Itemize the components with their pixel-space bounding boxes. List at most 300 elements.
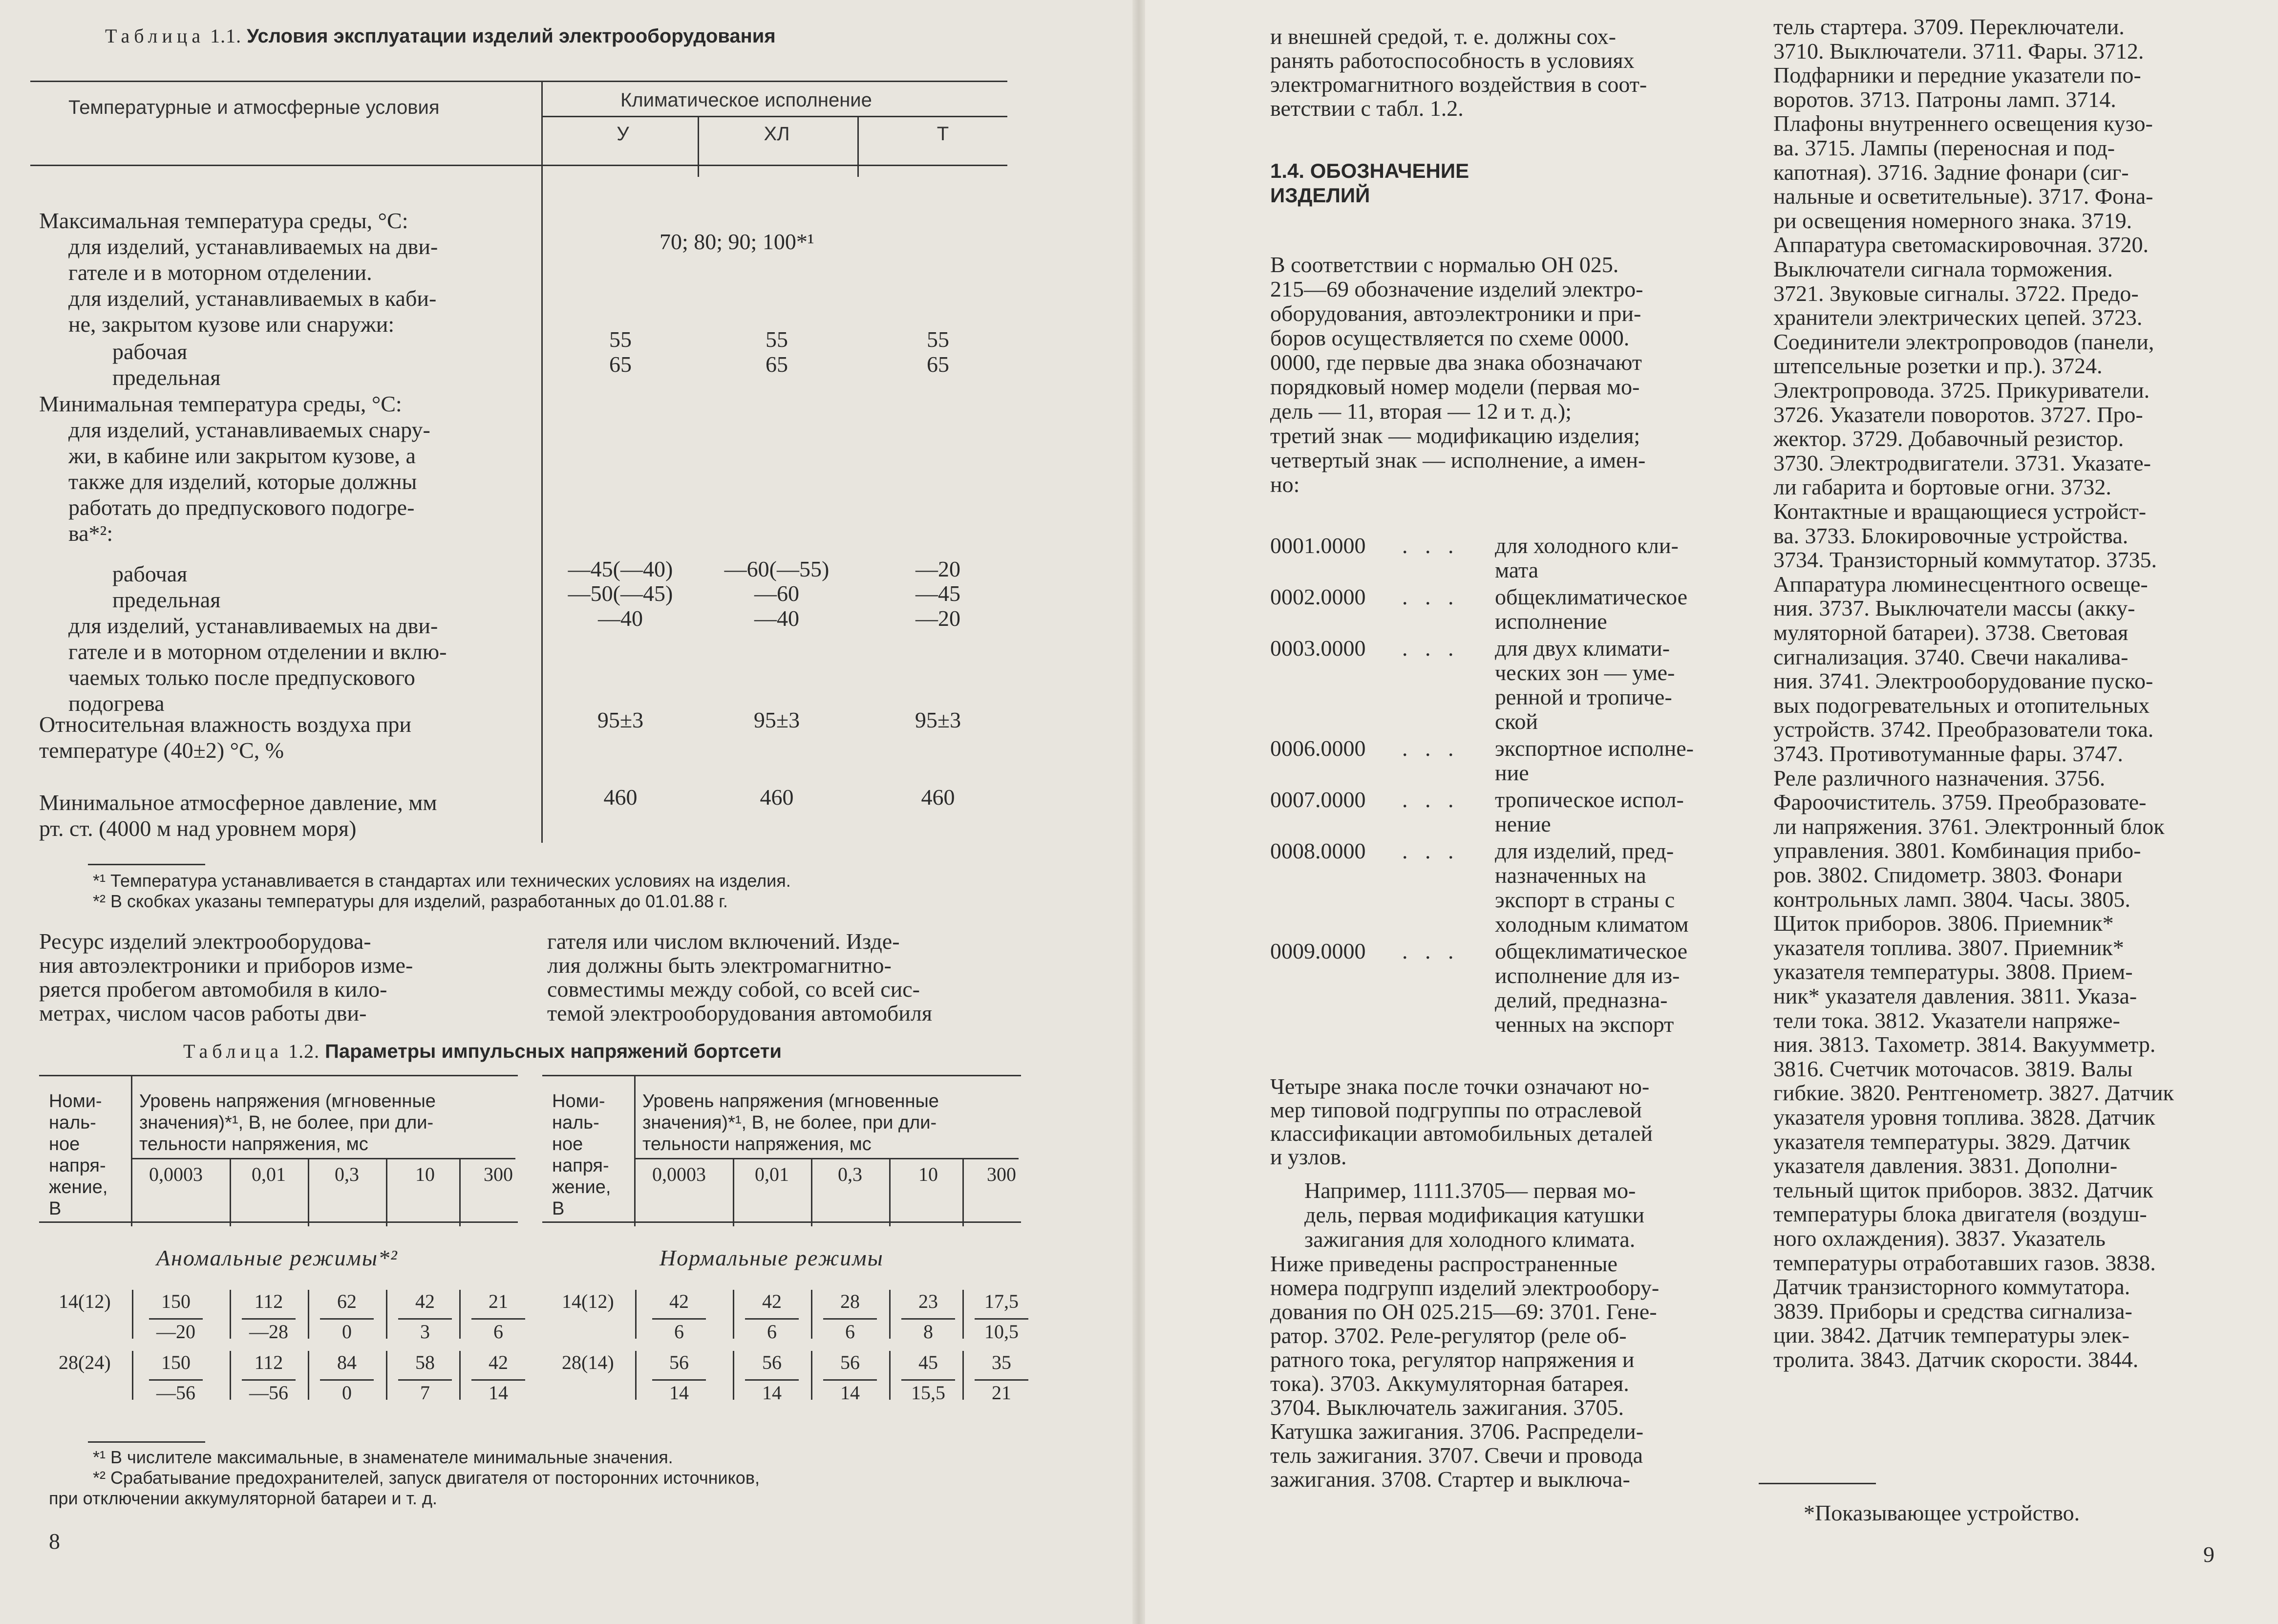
table-divider-xl-t [857, 116, 859, 167]
col1-top-text: ветствии с табл. 1.2. [1270, 96, 1464, 121]
table2-left-row-divider [230, 1290, 231, 1339]
row3-value-1: 95±3 [597, 707, 644, 732]
section-paragraph: четвертый знак — исполнение, а имен- [1270, 448, 1646, 472]
table2-left-duration-4: 10 [415, 1163, 435, 1185]
code-description: исполнение [1495, 609, 1607, 634]
table2-right-duration-5: 300 [987, 1163, 1016, 1185]
row2-text: чаемых только после предпускового [68, 665, 415, 690]
table2-left-top [39, 1075, 518, 1076]
table2-right-duration-3: 0,3 [838, 1163, 862, 1185]
subgroups-intro-text: ратор. 3702. Реле-регулятор (реле об- [1270, 1323, 1627, 1348]
table2-left-row-divider [459, 1351, 461, 1400]
row2-work-2: —60(—55) [724, 556, 830, 581]
code-1: 0001.0000 [1270, 533, 1366, 558]
table2-right-fraction-bar [745, 1318, 799, 1320]
section-paragraph: 0000, где первые два знака обозначают [1270, 350, 1642, 375]
row1-text: Максимальная температура среды, °С: [39, 208, 408, 233]
table2-left-col-divider-4 [459, 1158, 461, 1226]
table2-right-num: 28 [840, 1290, 860, 1312]
table2-right-fraction-bar [652, 1379, 706, 1381]
row2-text: для изделий, устанавливаемых снару- [68, 417, 430, 442]
table2-left-fraction-bar [471, 1379, 525, 1381]
table2-left-fraction-bar [398, 1318, 452, 1320]
table2-right-num: 56 [762, 1351, 782, 1373]
row3-value-3: 95±3 [915, 707, 961, 732]
row4-value-3: 460 [921, 785, 955, 810]
table2-left-mode: Аномальные режимы*² [156, 1245, 398, 1270]
table2-right-nominal-header: В [552, 1198, 565, 1219]
table2-left-level-header: Уровень напряжения (мгновенные [139, 1091, 436, 1111]
table-1-caption [105, 24, 776, 47]
table2-left-row-divider [230, 1351, 231, 1400]
row1-text: для изделий, устанавливаемых на дви- [68, 234, 438, 259]
table2-right-level-header: тельности напряжения, мс [642, 1134, 872, 1154]
subgroups-column-2: ции. 3842. Датчик температуры элек- [1773, 1323, 2129, 1348]
footnote-rule-1 [88, 864, 205, 865]
subgroups-column-2: хранители электрических цепей. 3723. [1773, 305, 2143, 330]
code-dots: . . . [1402, 533, 1460, 558]
section-paragraph: но: [1270, 472, 1300, 497]
table2-right-den: 21 [992, 1382, 1011, 1404]
subgroups-column-2: штепсельные розетки и пр.). 3724. [1773, 353, 2103, 379]
subgroups-column-2: Соединители электропроводов (панели, [1773, 329, 2154, 354]
row4-value-2: 460 [760, 785, 794, 810]
row1-work-3: 55 [927, 327, 949, 352]
subgroups-intro-text: Катушка зажигания. 3706. Распредели- [1270, 1419, 1644, 1444]
subgroups-column-2: ния. 3741. Электрооборудование пуско- [1773, 668, 2153, 694]
code-7: 0009.0000 [1270, 939, 1366, 963]
row2-limit-2: —60 [754, 581, 799, 606]
subgroups-column-2: управления. 3801. Комбинация прибо- [1773, 838, 2141, 863]
section-paragraph: третий знак — модификацию изделия; [1270, 423, 1640, 448]
subgroups-column-2: муляторной батареи). 3738. Световая [1773, 620, 2129, 645]
table2-right-num: 23 [918, 1290, 938, 1312]
subgroups-column-2: тель стартера. 3709. Переключатели. [1773, 14, 2125, 39]
table2-left-header-bottom [39, 1221, 518, 1223]
table-tick-1 [698, 166, 699, 177]
subgroups-intro-text: тока). 3703. Аккумуляторная батарея. [1270, 1371, 1629, 1396]
table2-right-num: 17,5 [984, 1290, 1019, 1312]
row1-text: гателе и в моторном отделении. [68, 260, 372, 285]
caption-title: Условия эксплуатации изделий электрооборудования [247, 25, 776, 47]
code-description: холодным климатом [1495, 912, 1689, 937]
code-4: 0006.0000 [1270, 736, 1366, 761]
subgroups-column-2: сигнализация. 3740. Свечи накалива- [1773, 644, 2129, 669]
table2-right-fraction-bar [901, 1318, 955, 1320]
table2-left-num: 112 [254, 1351, 283, 1373]
table2-left-den: 6 [493, 1321, 503, 1343]
table2-left-num: 112 [254, 1290, 283, 1312]
section-paragraph: порядковый номер модели (первая мо- [1270, 374, 1640, 399]
table2-right-row-divider [811, 1290, 812, 1339]
header-sub-3: Т [937, 123, 949, 145]
table2-left-num: 21 [489, 1290, 508, 1312]
table2-left-num: 58 [415, 1351, 435, 1373]
code-dots: . . . [1402, 736, 1460, 761]
table2-right-nominal-header: жение, [552, 1177, 611, 1197]
footnote-rule-2 [88, 1441, 205, 1443]
subgroups-intro-text: дования по ОН 025.215—69: 3701. Гене- [1270, 1299, 1657, 1324]
table2-left-fraction-bar [149, 1379, 203, 1381]
col1-top-text: ранять работоспособность в условиях [1270, 48, 1635, 73]
table2-left-num: 150 [161, 1290, 191, 1312]
section-paragraph: оборудования, автоэлектроники и при- [1270, 301, 1641, 326]
table2-right-den: 6 [767, 1321, 777, 1343]
table2-right-duration-4: 10 [918, 1163, 938, 1185]
table2-right-fraction-bar [745, 1379, 799, 1381]
subgroups-column-2: 3734. Транзисторный коммутатор. 3735. [1773, 547, 2157, 573]
subgroups-column-2: 3743. Противотуманные фары. 3747. [1773, 741, 2123, 766]
row2-work-1: —45(—40) [568, 556, 673, 581]
code-5: 0007.0000 [1270, 787, 1366, 812]
code-description: мата [1495, 557, 1539, 582]
subgroups-column-2: тролита. 3843. Датчик скорости. 3844. [1773, 1347, 2139, 1372]
table2-left-level-header: значения)*¹, В, не более, при дли- [139, 1112, 434, 1133]
table2-left-fraction-bar [320, 1318, 374, 1320]
row3-text: Относительная влажность воздуха при [39, 712, 411, 737]
row1-limit-2: 65 [766, 352, 788, 377]
subgroups-column-2: ния. 3737. Выключатели массы (акку- [1773, 596, 2135, 621]
after-codes-text: мер типовой подгруппы по отраслевой [1270, 1097, 1642, 1122]
after-codes-text: Четыре знака после точки означают но- [1270, 1074, 1650, 1099]
table2-left-col-divider-2 [308, 1158, 309, 1226]
subgroups-column-2: 3726. Указатели поворотов. 3727. Про- [1773, 402, 2143, 427]
table2-right-num: 56 [840, 1351, 860, 1373]
section-paragraph: 215—69 обозначение изделий электро- [1270, 277, 1643, 301]
row2-engine-2: —40 [754, 606, 799, 631]
table2-right-fraction-bar [652, 1318, 706, 1320]
table2-left-row-divider [132, 1351, 133, 1400]
code-description: экспорт в страны с [1495, 887, 1675, 912]
table2-right-fraction-bar [975, 1379, 1028, 1381]
table2-right-header-bottom [542, 1221, 1021, 1223]
table2-left-fraction-bar [242, 1379, 296, 1381]
subgroups-column-2: температуры отработавших газов. 3838. [1773, 1250, 2156, 1275]
table2-right-den: 14 [840, 1382, 860, 1404]
table2-right-num: 42 [762, 1290, 782, 1312]
table2-left-nominal-header: жение, [49, 1177, 108, 1197]
table2-right-den: 6 [674, 1321, 684, 1343]
table2-right-nominal-header: Номи- [552, 1091, 605, 1111]
subgroups-column-2: Аппаратура светомаскировочная. 3720. [1773, 232, 2149, 257]
row2-text: рабочая [112, 561, 188, 586]
table2-right-num: 45 [918, 1351, 938, 1373]
body-right-col: совместимы между собой, со всей сис- [547, 977, 920, 1002]
row4-value-1: 460 [603, 785, 638, 810]
subgroups-column-2: гибкие. 3820. Рентгенометр. 3827. Датчик [1773, 1080, 2174, 1106]
subgroups-column-2: 3839. Приборы и средства сигнализа- [1773, 1298, 2132, 1324]
table2-left-row-divider [386, 1290, 387, 1339]
code-description: тропическое испол- [1495, 787, 1684, 812]
table2-right-row-divider [733, 1351, 734, 1400]
body-right-col: гателя или числом включений. Изде- [547, 929, 900, 954]
table2-right-row-divider [889, 1290, 891, 1339]
subgroups-column-2: Выключатели сигнала торможения. [1773, 256, 2113, 281]
subgroups-column-2: тельный щиток приборов. 3832. Датчик [1773, 1177, 2153, 1202]
table2-left-den: —28 [249, 1321, 288, 1343]
body-left-col: ряется пробегом автомобиля в кило- [39, 977, 387, 1002]
table2-left-row-divider [308, 1290, 309, 1339]
row1-text: рабочая [112, 339, 188, 364]
subgroups-column-2: тели тока. 3812. Указатели напряже- [1773, 1007, 2120, 1033]
code-description: нение [1495, 812, 1551, 836]
table2-right-den: 14 [762, 1382, 782, 1404]
row2-text: предельная [112, 587, 221, 612]
table2-left-fraction-bar [398, 1379, 452, 1381]
row1-work-1: 55 [609, 327, 632, 352]
right-footnote-rule [1759, 1483, 1876, 1484]
subgroups-column-2: ров. 3802. Спидометр. 3803. Фонари [1773, 862, 2123, 887]
caption-prefix: Таблица [183, 1040, 283, 1062]
table2-left-fraction-bar [149, 1318, 203, 1320]
code-description: делий, предназна- [1495, 987, 1668, 1012]
code-dots: . . . [1402, 939, 1460, 963]
row2-text: для изделий, устанавливаемых на дви- [68, 613, 438, 638]
row2-text: работать до предпускового подогре- [68, 495, 415, 520]
table2-left-header-mid [132, 1158, 515, 1159]
col1-top-text: электромагнитного воздействия в соот- [1270, 72, 1647, 97]
subgroups-intro-text: Ниже приведены распространенные [1270, 1251, 1618, 1276]
table-rule-header-sub [30, 165, 1007, 166]
table2-right-num: 35 [992, 1351, 1011, 1373]
code-dots: . . . [1402, 838, 1460, 863]
code-3: 0003.0000 [1270, 636, 1366, 661]
table2-left-row-divider [459, 1290, 461, 1339]
code-description: для двух климати- [1495, 636, 1670, 661]
subgroups-column-2: 3710. Выключатели. 3711. Фары. 3712. [1773, 38, 2144, 64]
subgroups-column-2: жектор. 3729. Добавочный резистор. [1773, 426, 2124, 451]
table2-right-level-header: значения)*¹, В, не более, при дли- [642, 1112, 937, 1133]
row4-text: рт. ст. (4000 м над уровнем моря) [39, 816, 357, 841]
code-description: исполнение для из- [1495, 963, 1680, 988]
table2-left-duration-1: 0,0003 [149, 1163, 203, 1185]
table2-left-fraction-bar [242, 1318, 296, 1320]
code-description: экспортное исполне- [1495, 736, 1694, 761]
table2-left-nominal-header: В [49, 1198, 62, 1219]
example-text: дель, первая модификация катушки [1304, 1202, 1644, 1227]
table2-left-num: 42 [415, 1290, 435, 1312]
subgroups-column-2: ри освещения номерного знака. 3719. [1773, 208, 2132, 233]
table2-right-mode: Нормальные режимы [660, 1245, 884, 1270]
table2-right-num: 56 [669, 1351, 689, 1373]
subgroups-column-2: контрольных ламп. 3804. Часы. 3805. [1773, 886, 2130, 912]
body-right-col: темой электрооборудования автомобиля [547, 1001, 933, 1026]
row1-limit-1: 65 [609, 352, 632, 377]
row1-work-2: 55 [766, 327, 788, 352]
subgroups-column-2: температуры блока двигателя (воздуш- [1773, 1201, 2147, 1227]
subgroups-column-2: 3816. Счетчик моточасов. 3819. Валы [1773, 1056, 2133, 1081]
subgroups-column-2: 3730. Электродвигатели. 3731. Указате- [1773, 450, 2151, 475]
table2-right-col-divider-4 [962, 1158, 964, 1226]
table1-footnote-2: *² В скобках указаны температуры для изделий, разработанных до 01.01.88 г. [93, 891, 728, 911]
table2-right-row-divider [962, 1290, 964, 1339]
subgroups-column-2: указателя температуры. 3829. Датчик [1773, 1129, 2130, 1154]
row2-limit-3: —45 [915, 581, 960, 606]
subgroups-column-2: ли напряжения. 3761. Электронный блок [1773, 813, 2165, 839]
right-footnote: *Показывающее устройство. [1804, 1500, 2080, 1525]
header-climate: Климатическое исполнение [620, 89, 872, 111]
table2-left-row-divider [386, 1351, 387, 1400]
table2-right-row-divider [635, 1351, 637, 1400]
section-heading: ИЗДЕЛИЙ [1270, 184, 1370, 207]
code-description: ние [1495, 760, 1529, 785]
table2-left-duration-2: 0,01 [252, 1163, 286, 1185]
subgroups-column-2: Щиток приборов. 3806. Приемник* [1773, 911, 2114, 936]
body-left-col: Ресурс изделий электрооборудова- [39, 929, 371, 954]
section-paragraph: дель — 11, вторая — 12 и т. д.); [1270, 399, 1572, 424]
subgroups-column-2: ли габарита и бортовые огни. 3732. [1773, 474, 2111, 500]
table2-right-duration-2: 0,01 [755, 1163, 789, 1185]
table2-right-fraction-bar [823, 1318, 877, 1320]
col1-top-text: и внешней средой, т. е. должны сох- [1270, 24, 1616, 49]
table2-right-den: 15,5 [911, 1382, 945, 1404]
table2-right-den: 10,5 [984, 1321, 1019, 1343]
example-text: Например, 1111.3705— первая мо- [1304, 1178, 1636, 1203]
table2-left-nominal-divider [131, 1075, 132, 1226]
table2-right-nominal-header: напря- [552, 1155, 609, 1176]
subgroups-column-2: Подфарники и передние указатели по- [1773, 63, 2141, 88]
row1-text: предельная [112, 365, 221, 390]
caption-number: 1.1. [210, 25, 242, 47]
code-dots: . . . [1402, 787, 1460, 812]
right-page [1138, 0, 2278, 1624]
code-dots: . . . [1402, 584, 1460, 609]
table2-left-den: —56 [156, 1382, 195, 1404]
code-2: 0002.0000 [1270, 584, 1366, 609]
code-description: назначенных на [1495, 863, 1646, 888]
table2-footnote-3: при отключении аккумуляторной батареи и т. д. [49, 1488, 438, 1508]
table2-left-level-header: тельности напряжения, мс [139, 1134, 368, 1154]
table2-left-col-divider-1 [230, 1158, 231, 1226]
table2-left-den: 14 [489, 1382, 508, 1404]
table2-right-nominal-2: 28(14) [562, 1351, 614, 1373]
table2-right-fraction-bar [901, 1379, 955, 1381]
table2-left-nominal-1: 14(12) [59, 1290, 111, 1312]
subgroups-column-2: указателя температуры. 3808. Прием- [1773, 959, 2133, 984]
row2-text: жи, в кабине или закрытом кузове, а [68, 443, 416, 468]
subgroups-column-2: воротов. 3713. Патроны ламп. 3714. [1773, 86, 2116, 112]
row2-text: Минимальная температура среды, °С: [39, 391, 402, 416]
example-text: зажигания для холодного климата. [1304, 1227, 1636, 1252]
table2-left-num: 84 [337, 1351, 357, 1373]
subgroups-column-2: Реле различного назначения. 3756. [1773, 765, 2106, 791]
table2-left-nominal-header: ное [49, 1134, 80, 1154]
table2-left-den: —20 [156, 1321, 195, 1343]
table2-right-col-divider-1 [733, 1158, 734, 1226]
after-codes-text: и узлов. [1270, 1144, 1347, 1169]
table2-left-row-divider [308, 1351, 309, 1400]
left-page [0, 0, 1138, 1624]
table-divider-u-xl [698, 116, 699, 167]
header-sub-1: У [617, 123, 629, 145]
row2-text: ва*²: [68, 521, 113, 546]
table-rule-top [30, 81, 1007, 82]
table2-left-num: 42 [489, 1351, 508, 1373]
code-description: ческих зон — уме- [1495, 660, 1675, 685]
table2-right-nominal-header: наль- [552, 1112, 599, 1133]
row3-value-2: 95±3 [753, 707, 800, 732]
table2-left-den: 3 [420, 1321, 430, 1343]
table2-left-duration-5: 300 [484, 1163, 513, 1185]
table-rule-header-mid [542, 116, 1007, 117]
row2-engine-1: —40 [598, 606, 643, 631]
subgroups-column-2: Фароочиститель. 3759. Преобразовате- [1773, 790, 2147, 815]
row3-text: температуре (40±2) °С, % [39, 738, 284, 763]
row4-text: Минимальное атмосферное давление, мм [39, 790, 437, 815]
subgroups-column-2: 3721. Звуковые сигналы. 3722. Предо- [1773, 280, 2139, 306]
code-description: общеклиматическое [1495, 939, 1688, 963]
row2-limit-1: —50(—45) [568, 581, 673, 606]
table2-right-col-divider-3 [889, 1158, 891, 1226]
subgroups-column-2: Контактные и вращающиеся устройст- [1773, 499, 2147, 524]
body-right-col: лия должны быть электромагнитно- [547, 953, 892, 978]
table1-footnote-1: *¹ Температура устанавливается в стандартах или технических условиях на изделия. [93, 871, 791, 891]
table2-right-duration-1: 0,0003 [652, 1163, 706, 1185]
table2-right-nominal-divider [634, 1075, 636, 1226]
table2-left-num: 62 [337, 1290, 357, 1312]
table2-right-den: 6 [845, 1321, 855, 1343]
row2-text: подогрева [68, 691, 165, 716]
table2-right-den: 8 [923, 1321, 933, 1343]
row2-text: гателе и в моторном отделении и вклю- [68, 639, 447, 664]
row1-text: для изделий, устанавливаемых в каби- [68, 286, 437, 311]
subgroups-column-2: ва. 3733. Блокировочные устройства. [1773, 523, 2129, 548]
code-6: 0008.0000 [1270, 838, 1366, 863]
table2-left-row-divider [132, 1290, 133, 1339]
caption-prefix: Таблица [105, 25, 205, 47]
subgroups-intro-text: 3704. Выключатель зажигания. 3705. [1270, 1395, 1624, 1420]
table2-right-nominal-header: ное [552, 1134, 583, 1154]
subgroups-column-2: ник* указателя давления. 3811. Указа- [1773, 983, 2137, 1008]
page-number-right: 9 [2203, 1542, 2214, 1567]
table2-left-nominal-header: наль- [49, 1112, 96, 1133]
table-divider-conditions [541, 81, 543, 843]
table2-left-nominal-header: Номи- [49, 1091, 102, 1111]
subgroups-intro-text: тель зажигания. 3707. Свечи и провода [1270, 1443, 1643, 1468]
row2-text: также для изделий, которые должны [68, 469, 417, 494]
table2-right-top [542, 1075, 1021, 1076]
table2-left-col-divider-3 [386, 1158, 387, 1226]
section-paragraph: В соответствии с нормалью ОН 025. [1270, 252, 1619, 277]
subgroups-column-2: указателя топлива. 3807. Приемник* [1773, 935, 2124, 960]
code-description: общеклиматическое [1495, 584, 1688, 609]
caption-number: 1.2. [288, 1040, 320, 1062]
body-left-col: метрах, числом часов работы дви- [39, 1001, 367, 1026]
row1-text: не, закрытом кузове или снаружи: [68, 312, 395, 337]
table2-footnote-1: *¹ В числителе максимальные, в знаменателе минимальные значения. [93, 1447, 673, 1467]
table2-right-row-divider [962, 1351, 964, 1400]
subgroups-column-2: указателя давления. 3831. Дополни- [1773, 1153, 2118, 1178]
table-2-caption [183, 1040, 782, 1063]
code-description: ренной и тропиче- [1495, 684, 1672, 709]
row2-engine-3: —20 [915, 606, 960, 631]
table2-right-fraction-bar [975, 1318, 1028, 1320]
subgroups-column-2: ного охлаждения). 3837. Указатель [1773, 1226, 2106, 1251]
subgroups-intro-text: зажигания. 3708. Стартер и выключа- [1270, 1467, 1630, 1492]
header-conditions: Температурные и атмосферные условия [68, 97, 440, 118]
subgroups-intro-text: номера подгрупп изделий электрообору- [1270, 1275, 1660, 1300]
table2-right-den: 14 [669, 1382, 689, 1404]
caption-title: Параметры импульсных напряжений бортсети [325, 1041, 782, 1062]
table2-left-den: 7 [420, 1382, 430, 1404]
table2-right-col-divider-2 [811, 1158, 812, 1226]
table2-left-num: 150 [161, 1351, 191, 1373]
table2-left-nominal-header: напря- [49, 1155, 106, 1176]
row1-merged-value: 70; 80; 90; 100*¹ [660, 229, 814, 254]
body-left-col: ния автоэлектроники и приборов изме- [39, 953, 413, 978]
code-description: ченных на экспорт [1495, 1012, 1674, 1037]
after-codes-text: классификации автомобильных деталей [1270, 1121, 1653, 1146]
